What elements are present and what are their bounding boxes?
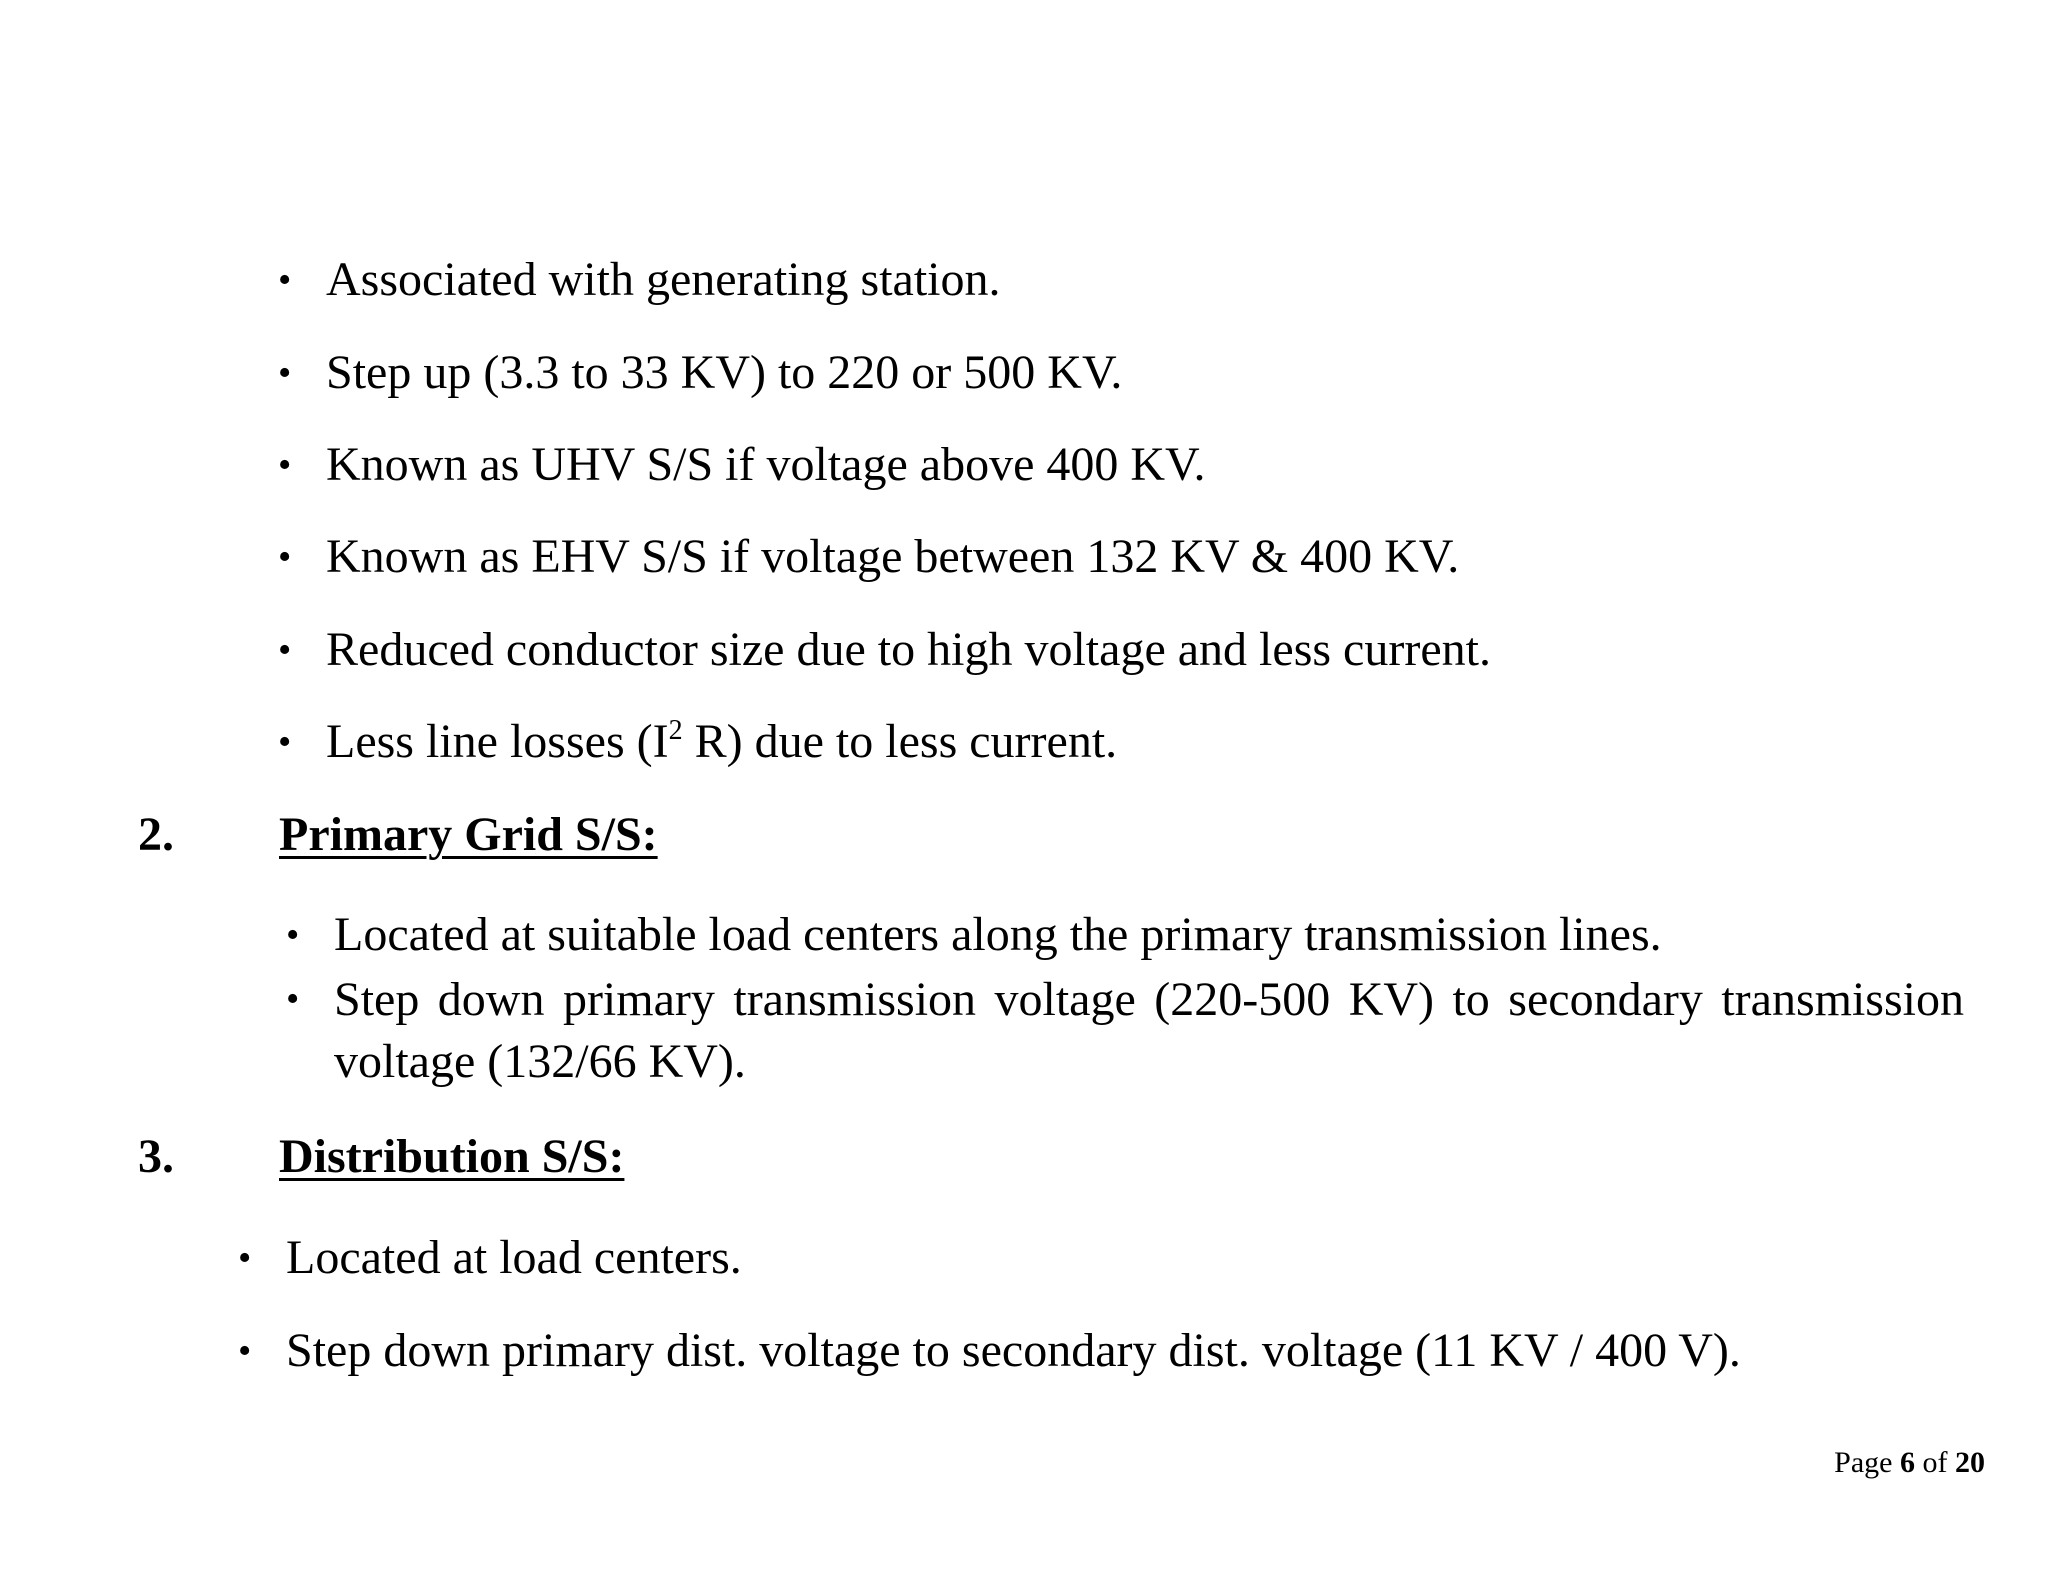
list-item-text: Located at load centers. (286, 1231, 742, 1284)
list-item-text: Step up (3.3 to 33 KV) to 220 or 500 KV. (326, 346, 1123, 399)
bullet-icon: • (278, 352, 292, 394)
bullet-icon: • (278, 721, 292, 763)
list-item-text: Reduced conductor size due to high voltage and less current. (326, 623, 1491, 676)
bullet-icon: • (278, 444, 292, 486)
bullet-icon: • (286, 914, 300, 956)
list-item-text-suffix: R) due to less current. (682, 715, 1118, 768)
section-number: 2. (138, 808, 174, 861)
page-number-footer (1834, 1443, 1985, 1483)
bullet-icon: • (286, 978, 300, 1020)
section-title: Primary Grid S/S: (279, 808, 658, 861)
superscript-exponent: 2 (668, 715, 683, 746)
list-item-text (326, 712, 1117, 772)
of-label: of (1922, 1446, 1948, 1479)
page-number: 6 (1900, 1446, 1915, 1479)
list-item-text: Step down primary dist. voltage to secondary dist. voltage (11 KV / 400 V). (286, 1324, 1741, 1377)
list-item-text: Known as UHV S/S if voltage above 400 KV. (326, 438, 1206, 491)
page-label: Page (1834, 1446, 1893, 1479)
bullet-icon: • (278, 259, 292, 301)
total-pages: 20 (1955, 1446, 1985, 1479)
section-title: Distribution S/S: (279, 1130, 625, 1183)
list-item-text: Step down primary transmission voltage (220-500 KV) to secondary transmission voltage (132/66 KV). (334, 973, 1964, 1088)
section-number: 3. (138, 1130, 174, 1183)
list-item-text-prefix: Less line losses (I (326, 715, 669, 768)
bullet-icon: • (278, 536, 292, 578)
list-item-text: Located at suitable load centers along the primary transmission lines. (334, 908, 1662, 961)
bullet-icon: • (238, 1237, 252, 1279)
list-item-text: Associated with generating station. (326, 253, 1001, 306)
list-item-text: Known as EHV S/S if voltage between 132 KV & 400 KV. (326, 530, 1460, 583)
bullet-icon: • (238, 1330, 252, 1372)
bullet-icon: • (278, 629, 292, 671)
